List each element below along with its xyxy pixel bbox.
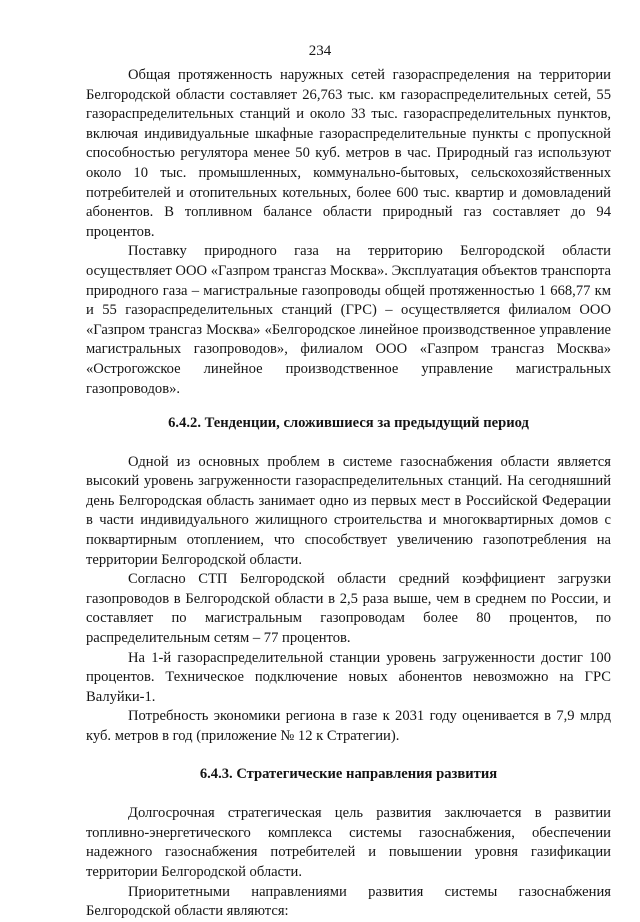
paragraph: Одной из основных проблем в системе газоснабжения области является высокий уровень загруженности газораспределительных станций. На сегодняшний день Белгородская область занимает одно из первых мест в Российской Федерации в части индивидуального жилищного строительства и многоквартирных домов с поквартирным отоплением, что способствует увеличению газопотребления на территории Белгородской области.: [86, 453, 611, 568]
paragraph: На 1-й газораспределительной станции уровень загруженности достиг 100 процентов. Техническое подключение новых абонентов невозможно на ГРС Валуйки-1.: [86, 649, 611, 705]
spacer: [86, 399, 611, 414]
spacer: [86, 784, 611, 804]
page-number: 234: [308, 43, 332, 59]
section-heading-6-4-2: 6.4.2. Тенденции, сложившиеся за предыдущий период: [168, 415, 529, 432]
spacer: [86, 434, 611, 453]
paragraph: Потребность экономики региона в газе к 2031 году оценивается в 7,9 млрд куб. метров в год (приложение № 12 к Стратегии).: [86, 708, 611, 744]
section-heading-6-4-3: 6.4.3. Стратегические направления развития: [199, 765, 498, 782]
spacer: [86, 747, 611, 765]
page-content: [86, 66, 611, 922]
paragraph: Согласно СТП Белгородской области средний коэффициент загрузки газопроводов в Белгородской области в 2,5 раза выше, чем в среднем по России, и составляет по магистральным газопроводам более 80 процентов, по распределительным сетям – 77 процентов.: [86, 571, 611, 647]
paragraph: Поставку природного газа на территорию Белгородской области осуществляет ООО «Газпром трансгаз Москва». Эксплуатация объектов транспорта природного газа – магистральные газопроводы общей протяженностью 1 668,77 км и 55 газораспределительных станций (ГРС) – осуществляется филиалом ООО «Газпром трансгаз Москва» «Белгородское линейное производственное управление магистральных газопроводов», филиалом ООО «Газпром трансгаз Москва» «Острогожское линейное производственное управление магистральных газопроводов».: [86, 243, 611, 397]
paragraph: Общая протяженность наружных сетей газораспределения на территории Белгородской области составляет 26,763 тыс. км газораспределительных сетей, 55 газораспределительных станций и около 33 тыс. газораспределительных пунктов, включая индивидуальные шкафные газораспределительные пункты с пропускной способностью регулятора менее 50 куб. метров в час. Природный газ используют около 10 тыс. промышленных, коммунально-бытовых, сельскохозяйственных потребителей и отопительных котельных, более 600 тыс. квартир и домовладений абонентов. В топливном балансе области природный газ составляет до 94 процентов.: [86, 67, 611, 240]
paragraph: Долгосрочная стратегическая цель развития заключается в развитии топливно-энергетического комплекса системы газоснабжения, обеспечении надежного газоснабжения потребителей и повышении уровня газификации территории Белгородской области.: [86, 805, 611, 880]
paragraph: Приоритетными направлениями развития системы газоснабжения Белгородской области являются:: [86, 883, 611, 920]
